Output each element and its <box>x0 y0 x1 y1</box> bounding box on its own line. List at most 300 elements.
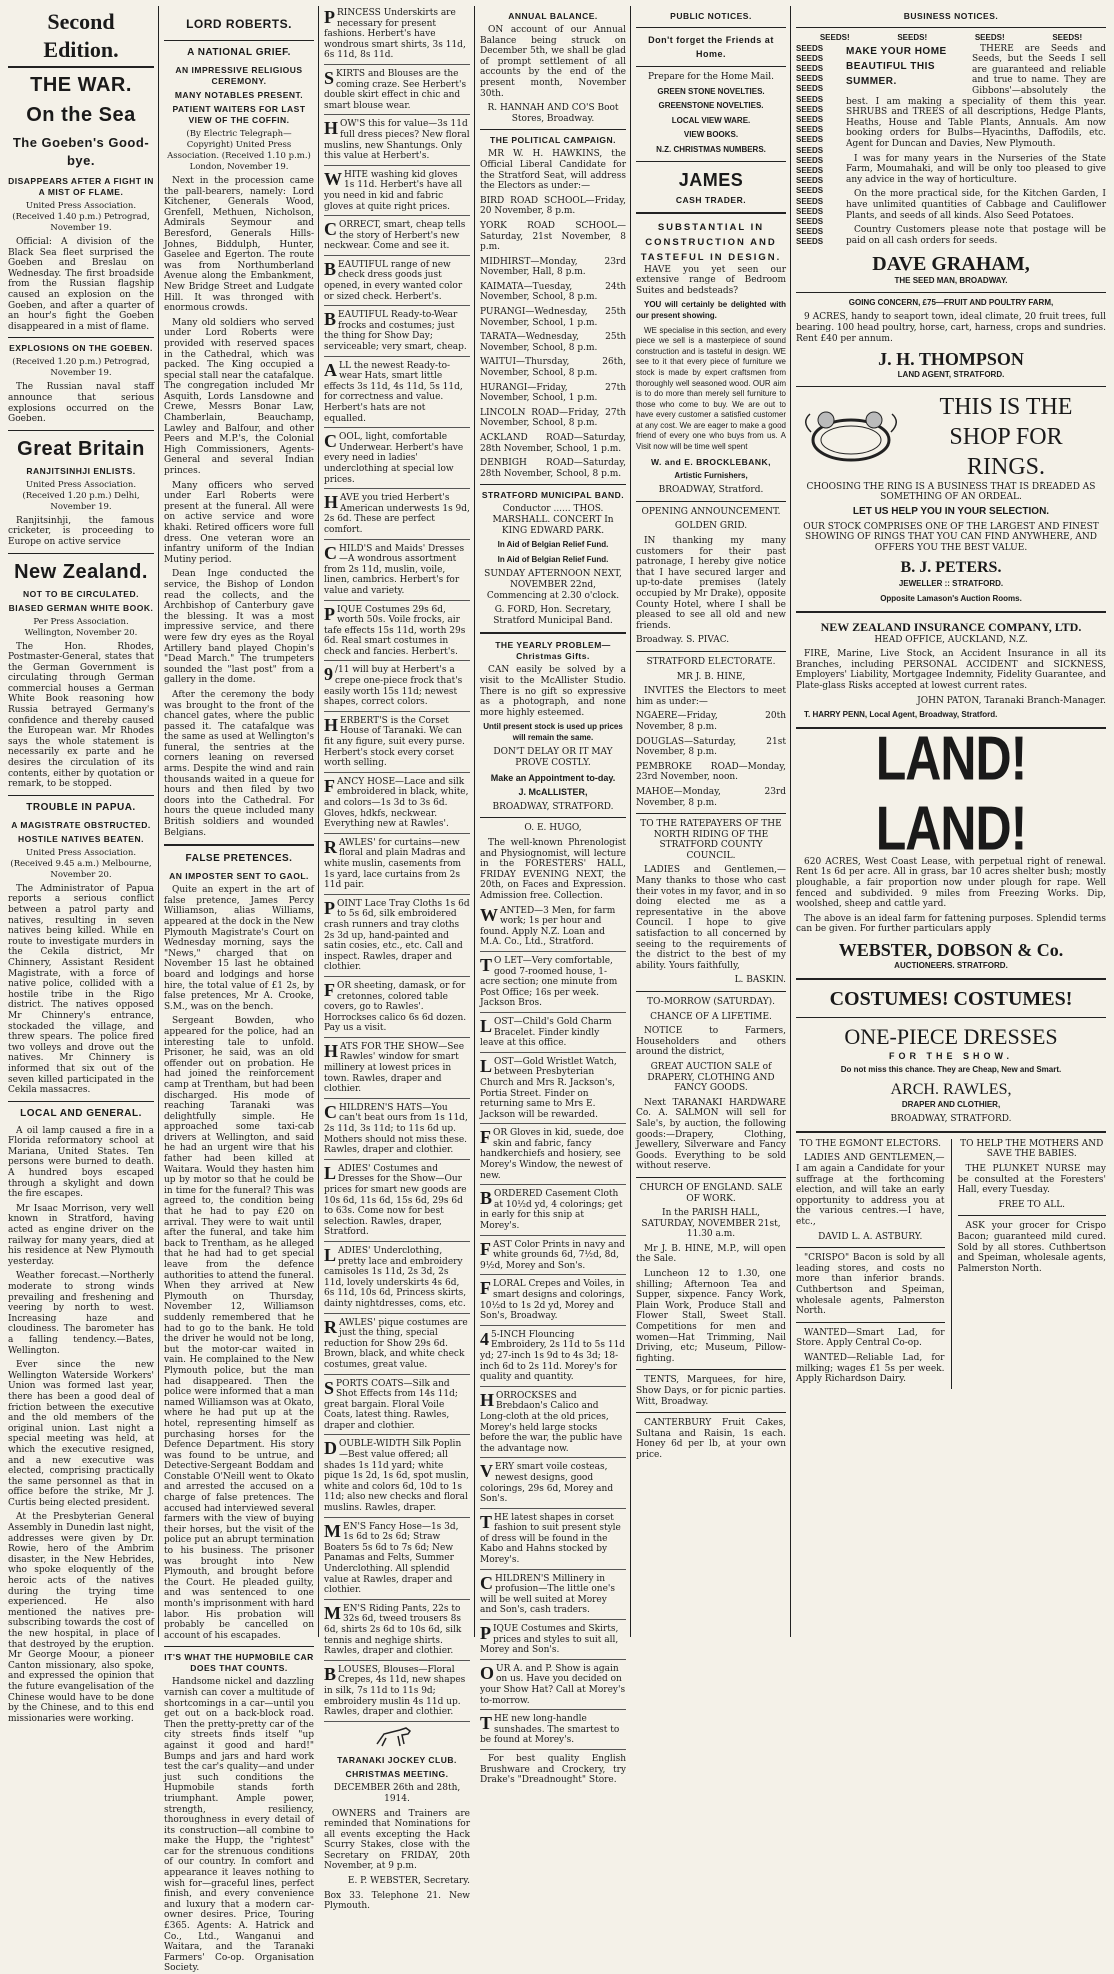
classified-ad <box>324 605 470 662</box>
seeds-word: SEEDS <box>796 217 824 227</box>
drop-cap: O <box>480 1662 495 1683</box>
schedule-item: TARATA—Wednesday, 25th November, School, 8 p.m. <box>480 332 626 353</box>
article-paragraph: Official: A division of the Black Sea fleet surprised the Goeben and Breslau on Wednesday. The first broadside from the Russian flagship caused an explosion on the Goeben, and after a quarter of an hour's fight the Goeben disappeared in a mist of flame. <box>8 237 154 332</box>
seeds-body <box>846 44 1106 251</box>
bottom-right-ads <box>958 1139 1107 1389</box>
seeds-header: SEEDS! <box>974 33 1005 42</box>
wanted-ad: WANTED—Smart Lad, for Store. Apply Central Co-op. <box>796 1327 945 1349</box>
seeds-word: SEEDS <box>796 64 824 73</box>
rings-paragraph: OUR STOCK COMPRISES ONE OF THE LARGEST AND FINEST SHOWING OF RINGS THAT YOU CAN FIND ANYWHERE, AND OFFERS YOU THE BEST VALUE. <box>803 521 1099 553</box>
article-paragraph: A oil lamp caused a fire in a Florida reformatory school at Mariana, United States. Ten persons were burned to death. A hundred boys escaped through a skylight and down the fire escapes. <box>8 1125 154 1200</box>
land-paragraph: The above is an ideal farm for fattening purposes. Splendid terms can be given. For further particulars apply <box>796 913 1106 935</box>
article-paragraph: The Administrator of Papua reports a serious conflict between a patrol party and natives, resulting in seven natives being killed. While en route to investigate murders in the Cekila district, Mr Chinnery, Assistant Resident Magistrate, with a force of native police, collided with a hostile tribe in the Rigo district. The natives opposed Mr Chinnery's entrance, stockaded the village, and threw spears. The police fired two volleys and drove out the natives. Mr Chinnery is informed that six out of the seven killed participated in the Cekila massacres. <box>8 883 154 1096</box>
drake-footer: For best quality English Brushware and Crockery, try Drake's "Dreadnought" Store. <box>480 1753 626 1786</box>
drop-cap: T <box>480 1511 493 1532</box>
ad-text: PORTS COATS—Silk and Shot Effects from 14s 11d; great bargain. Floral Voile Coats, latest thing. Rawles, draper and clothier. <box>324 1378 458 1431</box>
jockey-box: Box 33. Telephone 21. New Plymouth. <box>324 1890 470 1912</box>
schedule-item: HURANGI—Friday, 27th November, School, 1 p.m. <box>480 382 626 404</box>
novelties-list <box>636 87 786 156</box>
classified-ad <box>324 361 470 429</box>
column-rule <box>158 6 159 1637</box>
prepare-line: Prepare for the Home Mail. <box>648 72 774 82</box>
electorate-schedule <box>636 711 786 808</box>
peters-sub: JEWELLER :: STRATFORD. <box>898 579 1004 589</box>
band-title: STRATFORD MUNICIPAL BAND. <box>481 490 625 501</box>
rawles-address: BROADWAY, STRATFORD. <box>890 1114 1012 1125</box>
annual-title: ANNUAL BALANCE. <box>508 11 598 21</box>
seeds-word-column <box>796 44 842 251</box>
schedule-item: WAITUI—Thursday, 26th, November, School, 8 p.m. <box>480 357 626 379</box>
land-paragraph: 620 ACRES, West Coast Lease, with perpetual right of renewal. Rent 1s 6d per acre. All in grass, bar 10 acres shelter bush; mostly ploughable, a fair proportion now under plough for rape. Well fenced and subdivided. 9 miles from Freezing Works. Dip, woolshed, sheep and cattle yard. <box>796 856 1106 910</box>
drop-cap: L <box>324 1244 337 1265</box>
drop-cap: C <box>324 431 337 452</box>
seeds-word: SEEDS <box>796 237 824 247</box>
thompson-sub: LAND AGENT, STRATFORD. <box>897 370 1005 380</box>
webster-sub: AUCTIONEERS. STRATFORD. <box>894 960 1008 970</box>
classified-ad <box>480 1189 626 1235</box>
seeds-paragraph: I was for many years in the Nurseries of the State Farm, Moumahaki, and will be only too pleased to give any advice in the way of horticulture. <box>846 153 1106 185</box>
schedule-item: PURANGI—Wednesday, 25th November, School, 1 p.m. <box>480 307 626 328</box>
ad-text: ADIES' Costumes and Dresses for the Show—Our prices for smart new goods are 10s 6d, 11s 6d, 15s 6d, 29s 6d to 63s. Come now for best selection. Rawles, draper, Stratford. <box>324 1163 467 1238</box>
rings-line: THIS IS THE <box>939 393 1073 420</box>
classified-ad <box>324 1379 470 1436</box>
drop-cap: W <box>324 168 342 189</box>
going-concern-title: GOING CONCERN, £75—FRUIT AND POULTRY FARM, <box>848 297 1054 307</box>
dont-miss-line: Do not miss this chance. They are Cheap, New and Smart. <box>840 1065 1062 1075</box>
seeds-word: SEEDS <box>796 84 824 94</box>
classified-ad <box>324 1522 470 1600</box>
classified-ad <box>324 981 470 1038</box>
article-paragraph: The Hon. Rhodes, Postmaster-General, states that the German Government is circulating through German commercial houses a German White Book reasoning how Russia betrayed Germany's confidence and thereby caused the European war. Mr Rhodes says the whole statement is necessarily ex parte and he desires the circulation of its contents, either by quotation or remark, to be stopped. <box>8 641 154 790</box>
classified-ad <box>324 899 470 977</box>
schedule-item: DOUGLAS—Saturday, 21st November, 8 p.m. <box>636 736 786 758</box>
novelty-item: LOCAL VIEW WARE. <box>671 115 751 125</box>
nz-insurance-head-office: HEAD OFFICE, AUCKLAND, N.Z. <box>874 634 1028 645</box>
schedule-item: MAHOE—Monday, 23rd November, 8 p.m. <box>636 786 786 808</box>
band-aid: In Aid of Belgian Relief Fund. <box>497 540 609 550</box>
gift-address: BROADWAY, STRATFORD. <box>492 801 614 812</box>
false-heading: FALSE PRETENCES. <box>185 853 293 865</box>
nz-heading: New Zealand. <box>14 560 148 583</box>
classified-ad <box>324 716 470 773</box>
schedule-item: KAIMATA—Tuesday, 24th November, School, 8 p.m. <box>480 281 626 303</box>
drop-cap: C <box>324 219 337 240</box>
seeds-header: SEEDS! <box>819 33 850 42</box>
ad-text: ATS FOR THE SHOW—See Rawles' window for smart millinery at lowest prices in town. Rawles, draper and clothier. <box>324 1041 465 1095</box>
ad-text: OR Gloves in kid, suede, doe skin and fabric, fancy handkerchiefs and hosiery, see Morey's Window, the newest of new. <box>480 1128 624 1181</box>
ad-text: 5-INCH Flouncing Embroidery, 2s 11d to 5s 11d yd; 27-inch 1s 9d to 4s 3d; 18-inch 6d to 2s 11d. Morey's for quality and quantity. <box>480 1329 626 1383</box>
seeds-word: SEEDS <box>796 145 824 155</box>
drop-cap: L <box>480 1055 493 1076</box>
drop-cap: W <box>480 904 498 925</box>
seeds-word: SEEDS <box>796 206 824 216</box>
article-paragraph: Quite an expert in the art of false pretence, James Percy Williamson, alias Williams, appeared at the dock in the New Plymouth Magistrate's Court on Wednesday morning, says the "News," charged that on November 15 last he obtained board and lodgings and horse hire, the total value of £1 2s, by false pretences, Mr A. Crooke, S.M., was on the bench. <box>164 885 314 1012</box>
article-paragraph: Ever since the new Wellington Waterside Workers' Union was formed last year, there has been a good deal of friction between the executive and the old members of the original union. Last night a special meeting was held, at which the executive resigned, and a new executive was elected, comprising practically the same personnel as that in office before the strike, Mr J. Curtis being elected president. <box>8 1360 154 1508</box>
ad-text: EN'S Riding Pants, 22s to 32s 6d, tweed trousers 8s 6d, shirts 2s 6d to 10s 6d, silk tennis and neghige shirts. Rawles, draper and clothier. <box>324 1603 462 1657</box>
notcirc-heading: NOT TO BE CIRCULATED. <box>23 588 139 599</box>
drop-cap: F <box>324 979 335 1000</box>
band-paragraph: Conductor ...... THOS. MARSHALL. CONCERT In KING EDWARD PARK. <box>492 504 614 536</box>
disappears-subheading: DISAPPEARS AFTER A FIGHT IN A MIST OF FLAME. <box>8 176 154 197</box>
novelty-item: GREEN STONE NOVELTIES. <box>657 86 765 96</box>
drop-cap: H <box>324 1040 339 1061</box>
classified-ad <box>324 665 470 711</box>
column-business-notices <box>792 8 1110 1637</box>
classified-ad <box>480 1624 626 1660</box>
furniture-paragraph: WE specialise in this section, and every piece we sell is a masterpiece of sound construction and is tasteful in design. WE see to it that every piece of furniture we stock is made by expert craftsmen from thoroughly well seasoned wood. OUR aim is to do more than merely sell furniture to those who come to buy. We are out to have every customer a satisfied customer at any cost. We are eager to make a good friend of every one who buys from us. A Visit now will be time well spent <box>636 325 786 452</box>
classified-ad <box>480 1017 626 1053</box>
imposter-heading: AN IMPOSTER SENT TO GAOL. <box>169 871 309 882</box>
classified-ad <box>480 1330 626 1387</box>
ad-text: ORROCKSES and Brebdaon's Calico and Long-cloth at the old prices, Morey's held large stocks before the war, the public have the advantage now. <box>480 1390 623 1454</box>
rings-heading <box>906 392 1106 482</box>
classified-ad <box>480 1128 626 1185</box>
classified-ad <box>324 170 470 216</box>
ad-text: ERY smart voile costeas, newest designs, good colorings, 29s 6d, Morey and Son's. <box>480 1462 614 1505</box>
draper-ads-list <box>324 8 470 1722</box>
column-war-news <box>4 8 158 1724</box>
column-draper-ads <box>320 7 474 1912</box>
ad-text: EAUTIFUL Ready-to-Wear frocks and costumes; just the thing for Show Day; serviceable; very smart, cheap. <box>324 310 467 353</box>
seeds-word: SEEDS <box>796 135 824 145</box>
drop-cap: S <box>324 1377 335 1398</box>
classified-ad <box>324 1042 470 1099</box>
article-paragraph: Many officers who served under Earl Roberts were present at the funeral. All were on active service and wore khaki. Retired officers wore full dress. One veteran wore an infantry uniform of the Indian Mutiny period. <box>164 480 314 565</box>
land-heading: LAND! LAND! <box>875 722 1027 863</box>
article-paragraph: Sergeant Bowden, who appeared for the police, had an interesting tale to unfold. Prisoner, he said, was an old offender out on probation. He had joined the reinforcement camp at Trentham, but had been discharged. His mode of reaching Taranaki was delightfully simple. He approached some taxi-cab drivers at Wellington, and said he had an urgent wire that his father had been killed at Waitara. Would they hasten him up by motor so that he could be in time for the funeral? This was agreed to, the condition being that he had to pay £20 on arrival. They were to wait until after the funeral, and take him back to Trentham, as he alleged that he had had to get special leave from the defence authorities to attend the funeral. When they arrived at New Plymouth on Thursday, November 12, Williamson suddenly remembered that he had to go to the bank. He told the driver he would not be long, but the motor-car waited in vain. He complained to the New Plymouth police, but the man had disappeared. Then the police were informed that a man named Williamson was at Okato, where he had put up at the hotel, representing himself as purchasing horses for the Defence Department. His story was found to be untrue, and Detective-Sergeant Boddam and Constable O'Neill went to Okato and arrested the accused on a charge of false pretences. The accused had interviewed several farmers with the view of buying their horses, but the visit of the police put an abrupt termination to his business. The prisoner was brought into New Plymouth, and brought before the Court. He pleaded guilty, and was sentenced to one month's imprisonment with hard labor. His probation will probably be cancelled on account of his escapades. <box>164 1016 314 1641</box>
classified-ad <box>324 220 470 256</box>
schedule-item: MIDHIRST—Monday, 23rd November, Hall, 8 p.m. <box>480 256 626 278</box>
column-notices <box>476 8 630 1786</box>
schedule-item: BIRD ROAD SCHOOL—Friday, 20 November, 8 p.m. <box>480 195 626 217</box>
drop-cap: V <box>480 1461 493 1482</box>
ad-text: HILD'S and Maids' Dresses—A wondrous assortment from 2s 11d, muslin, voile, linen, cambrics. Herbert's for value and variety. <box>324 543 465 596</box>
classified-ad <box>324 777 470 834</box>
local-heading: LOCAL AND GENERAL. <box>20 1107 142 1119</box>
ad-text: LOUSES, Blouses—Floral Crepes, 4s 11d, new shapes in silk, 7s 11d to 11s 9d; embroidery muslin 4s 11d up. Rawles, draper and clothier. <box>324 1664 466 1718</box>
roberts-heading: LORD ROBERTS. <box>186 17 292 31</box>
ad-text: O LET—Very comfortable, good 7-roomed house, 1-acre section; one minute from Post Office; 16s per week. Jackson Bros. <box>480 955 618 1009</box>
novelty-item: VIEW BOOKS. <box>683 130 739 140</box>
canterbury-ad: CANTERBURY Fruit Cakes, Sultana and Raisin, 1s each. Honey 6d per lb, at your own price. <box>636 1418 786 1460</box>
rings-help: LET US HELP YOU IN YOUR SELECTION. <box>852 506 1050 518</box>
peters-heading: B. J. PETERS. <box>900 559 1002 577</box>
drop-cap: M <box>324 1602 341 1623</box>
ad-text: IQUE Costumes 29s 6d, worth 50s. Voile frocks, air tafe effects 15s 11d, worth 29s 6d. Real smart costumes in check and fancies. Herbert's. <box>324 604 466 657</box>
gift-title: THE YEARLY PROBLEM— Christmas Gifts. <box>495 640 611 662</box>
article-paragraph: Dean Inge conducted the service, the Bishop of London read the collects, and the Archbishop of Canterbury gave the blessing. It was a most impressive service, and there were few dry eyes as the Royal Artillery band played Chopin's "Dead March." The trumpeters sounded the "last post" from a gallery in the dome. <box>164 569 314 686</box>
classified-ad <box>324 1164 470 1242</box>
cash-trader: CASH TRADER. <box>675 194 747 205</box>
penn-agent: T. HARRY PENN, Local Agent, Broadway, Stratford. <box>804 710 998 720</box>
drop-cap: A <box>324 359 337 380</box>
going-concern-paragraph: 9 ACRES, handy to seaport town, ideal climate, 20 fruit trees, full bearing. 100 head poultry, horse, cart, harness, crops and sundries. Rent £40 per annum. <box>796 312 1106 344</box>
article-paragraph: After the ceremony the body was brought to the front of the chancel gates, where the public passed it. The catafalque was the same as used at Wellington's funeral, the sentries at the corners leaning on reversed arms. Despite the wind and rain thousands waited in a queue for hours and then filed by two doors into the Cathedral. For hours the queue included many British soldiers and wounded Belgians. <box>164 689 314 838</box>
article-paragraph: Ranjitsinhji, the famous cricketer, is proceeding to Europe on active service <box>8 515 154 547</box>
seeds-word: SEEDS <box>796 166 824 176</box>
plunket-paragraph: THE PLUNKET NURSE may be consulted at the Foresters' Hall, every Tuesday. <box>957 1164 1106 1196</box>
seeds-word: SEEDS <box>796 196 824 206</box>
ad-text: OW'S this for value—3s 11d full dress pieces? New floral muslins, new Shantungs. Only this value at Herbert's. <box>324 119 470 162</box>
church-paragraph: Luncheon 12 to 1.30, one shilling; Afternoon Tea and Supper, sixpence. Fancy Work, Plain Work, Produce Stall and Flower Stall, Sweet Stall. Competitions for men and women—Hat Trimming, Nail Driving, etc; Museum, Pillow-fighting. <box>636 1269 786 1364</box>
drop-cap: B <box>480 1188 493 1209</box>
drop-cap: F <box>480 1238 491 1259</box>
seeds-word: SEEDS <box>796 176 824 186</box>
seeds-word: SEEDS <box>796 125 824 135</box>
for-show-line: FOR THE SHOW. <box>889 1050 1013 1061</box>
seeds-word: SEEDS <box>796 74 824 84</box>
seeds-ad <box>796 44 1106 251</box>
column-rule <box>630 6 631 1637</box>
drop-cap: H <box>324 492 339 513</box>
political-title: THE POLITICAL CAMPAIGN. <box>490 135 616 146</box>
furniture-paragraph: YOU will certainly be delighted with our present showing. <box>636 300 786 320</box>
drop-cap: B <box>324 309 337 330</box>
schedule-item: LINCOLN ROAD—Friday, 27th November, School, 8 p.m. <box>480 407 626 429</box>
seeds-paragraph: THERE are Seeds and Seeds, but the Seeds I sell are guaranteed and reliable and true to name. They are Gibbons'—absolutely the best. I am making a speciality of them this year. SHRUBS and TREES of all descriptions, Hedge Plants, Heaths, House and Table Plants, Annuals. Am now booking orders for Bulbs—Hyacinths, Daffodils, etc. Agent for Duncan and Davies, New Plymouth. <box>846 43 1106 149</box>
hugo-paragraph: The well-known Phrenologist and Physiognomist, will lecture in the FORESTERS' HALL, FRIDAY EVENING NEXT, the 20th, on Faces and Expression. Admission free. Collection. <box>480 838 626 901</box>
drop-cap: 9 <box>324 664 333 685</box>
column-lord-roberts <box>160 8 318 1974</box>
annual-signature: R. HANNAH AND CO'S Boot Stores, Broadway. <box>487 103 619 124</box>
classified-ad <box>324 838 470 895</box>
costumes-heading: COSTUMES! COSTUMES! <box>829 987 1073 1010</box>
furniture-paragraph: HAVE you yet seen our extensive range of Bedroom Suites and bedsteads? <box>636 264 786 296</box>
electorate-title: STRATFORD ELECTORATE. <box>646 656 776 667</box>
classified-ad <box>324 493 470 539</box>
rings-paragraph: CHOOSING THE RING IS A BUSINESS THAT IS DREADED AS SOMETHING OF AN ORDEAL. <box>806 481 1096 503</box>
ad-text: /11 will buy at Herbert's a crepe one-piece frock that's easily worth 15s 11d; newest shapes, correct colors. <box>324 665 463 708</box>
drop-cap: C <box>480 1572 493 1593</box>
ad-text: HITE washing kid gloves 1s 11d. Herbert's have all you need in kid and fabric gloves at quite right prices. <box>324 169 463 212</box>
gift-appointment: Make an Appointment to-day. <box>490 772 616 783</box>
column-rule <box>318 6 319 1637</box>
tomorrow-line: TO-MORROW (SATURDAY). <box>646 997 776 1007</box>
hostile-heading: HOSTILE NATIVES BEATEN. <box>18 833 144 844</box>
patient-heading: PATIENT WAITERS FOR LAST VIEW OF THE COFFIN. <box>172 104 306 125</box>
classified-ad <box>480 1574 626 1620</box>
jockey-subtitle: CHRISTMAS MEETING. <box>345 1769 449 1780</box>
gift-signature: J. McALLISTER, <box>518 787 588 798</box>
ad-text: HILDREN'S HATS—You can't beat ours from 1s 11d, 2s 11d, 3s 11d; to 11s 6d up. Mothers should not miss these. Rawles, draper and clothier. <box>324 1102 468 1156</box>
drop-cap: 4 <box>480 1328 489 1349</box>
article-paragraph: Handsome nickel and dazzling varnish can cover a multitude of shortcomings in a car—until you get out on a back-block road. Then the pretty-pretty car of the city streets finds itself "up against it good and hard!" Bumps and jars and hard work test the car's quality—and under just such conditions the Hupmobile stands forth triumphant. Ample power, strength, resiliency, thoroughness in every detail of its construction—all combine to make the Hupp, the "rightest" car for the strenuous conditions of our country. In comfort and appearance it leaves nothing to wish for—graceful lines, perfect finish, and every convenience and luxury that a modern car-owner desires. Price, Touring £365. Agents: A. Hatrick and Co., Ltd., Wanganui and Waitara, and the Taranaki Farmers' Co-op. Organisation Society. <box>164 1677 314 1974</box>
annual-paragraph: ON account of our Annual Balance being struck on December 5th, we shall be glad of prompt settlement of all accounts by the end of the present month, November 30th. <box>480 25 626 99</box>
source-line: Per Press Association. Wellington, November 20. <box>24 616 138 638</box>
ad-text: ANTED—3 Men, for farm work; 1s per hour and found. Apply N.Z. Loan and M.A. Co., Ltd., Stratford. <box>480 905 616 948</box>
crispo-ad: "CRISPO" Bacon is sold by all leading stores, and costs no more than inferior brands. Cuthbertson and Speiman, wholesale agents, Palmerston North. <box>796 1253 945 1317</box>
classified-ad <box>324 69 470 115</box>
gift-paragraph: CAN easily be solved by a visit to the McAllister Studio. There is no gift so expressive as a photograph, and none more highly esteemed. <box>480 665 626 718</box>
cherub-ring-icon <box>796 402 906 472</box>
drop-cap: F <box>480 1127 491 1148</box>
ratepayers-paragraph: LADIES and Gentlemen,—Many thanks to those who cast their votes in my favor, and in so doing elected me as a representative in the above Council. I hope to give satisfaction to all concerned by seeing to the requirements of the district to the best of my ability. Yours faithfully, <box>636 865 786 971</box>
mothers-title: TO HELP THE MOTHERS AND SAVE THE BABIES. <box>960 1138 1104 1160</box>
auction-title: GREAT AUCTION SALE of DRAPERY, CLOTHING AND FANCY GOODS. <box>647 1061 775 1094</box>
golden-signature: Broadway. S. PIVAC. <box>636 635 730 646</box>
band-signature: G. FORD, Hon. Secretary, Stratford Municipal Band. <box>493 605 613 626</box>
jockey-paragraph: OWNERS and Trainers are reminded that Nominations for all events excepting the Hack Scurry Stakes, close with the Secretary on FRIDAY, 20th November, at 9 p.m. <box>324 1808 470 1872</box>
drop-cap: P <box>480 1623 491 1644</box>
classified-ad <box>324 544 470 601</box>
drop-cap: P <box>324 603 335 624</box>
classified-ad <box>324 1665 470 1722</box>
political-schedule <box>480 196 626 480</box>
ad-text: EN'S Fancy Hose—1s 3d, 1s 6d to 2s 6d; Straw Boaters 5s 6d to 7s 6d; New Panamas and Felts, Summer Underclothing. All splendid value at Rawles, draper and clothier. <box>324 1521 459 1596</box>
classified-ad <box>480 1057 626 1125</box>
drop-cap: L <box>480 1015 493 1036</box>
classified-ad <box>480 906 626 952</box>
ratepayers-signature: L. BASKIN. <box>734 975 786 986</box>
nz-insurance-heading: NEW ZEALAND INSURANCE COMPANY, LTD. <box>820 619 1082 634</box>
nz-insurance-signature: JOHN PATON, Taranaki Branch-Manager. <box>917 695 1106 706</box>
ad-text: OOL, light, comfortable Underwear. Herbert's have every need in ladies' underclothing at special low prices. <box>324 432 464 485</box>
drop-cap: C <box>324 1101 337 1122</box>
auction-paragraph: Next TARANAKI HARDWARE Co. A. SALMON will sell for Sale's, by auction, the following goods:—Drapery, Clothing, Jewellery, Silverware and Fancy Goods. Everything to be sold without reserve. <box>636 1097 786 1172</box>
seeds-header: SEEDS! <box>897 33 928 42</box>
rings-line: RINGS. <box>966 453 1045 480</box>
egmont-title: TO THE EGMONT ELECTORS. <box>799 1138 941 1149</box>
classified-ad <box>480 956 626 1013</box>
ad-text: ORRECT, smart, cheap tells the story of Herbert's new neckwear. Come and see it. <box>324 220 466 252</box>
seeds-word: SEEDS <box>796 94 824 104</box>
ad-text: ANCY HOSE—Lace and silk embroidered in black, white, and colors—1s 3d to 3s 6d. Gloves, hdkfs, neckwear. Everything new at Rawles'. <box>324 776 469 830</box>
ad-text: AVE you tried Herbert's American underwests 1s 9d, 2s 6d. These are perfect comfort. <box>324 493 470 535</box>
ad-text: EAUTIFUL range of new check dress goods just opened, in every wanted color or sized check. Herbert's. <box>324 259 463 302</box>
papua-heading: TROUBLE IN PAPUA. <box>26 801 136 813</box>
ad-text: LL the newest Ready-to-wear Hats, smart little effects 3s 11d, 4s 11d, 5s 11d, for correctness and value. Herbert's hats are not equalled. <box>324 360 463 424</box>
drop-cap: B <box>324 258 337 279</box>
drop-cap: F <box>324 775 335 796</box>
article-paragraph: Mr Isaac Morrison, very well known in Stratford, having acted as engine driver on the railway for many years, died at his residence at New Plymouth yesterday. <box>8 1203 154 1267</box>
schedule-item: ACKLAND ROAD—Saturday, 28th November, School, 1 p.m. <box>480 433 626 454</box>
classified-ad <box>480 1391 626 1459</box>
rawles-heading: ARCH. RAWLES, <box>890 1080 1012 1098</box>
schedule-item: YORK ROAD SCHOOL—Saturday, 21st November, 8 p.m. <box>480 220 626 253</box>
nz-insurance-paragraph: FIRE, Marine, Live Stock, an Accident Insurance in all its Branches, including PERSONAL ACCIDENT and SICKNESS, Employers' Liability, Mortgagee Indemnity, Fidelity Guarantee, and Plate-glass Risks accepted at lowest current rates. <box>796 649 1106 691</box>
drop-cap: P <box>324 897 335 918</box>
drop-cap: D <box>324 1438 337 1459</box>
jockey-signature: E. P. WEBSTER, Secretary. <box>347 1876 470 1887</box>
ad-text: AWLES' for curtains—new floral and plain Madras and white muslin, casements from 1s yard, lace curtains from 2s 11d pair. <box>324 837 466 891</box>
hugo-name: O. E. HUGO, <box>524 823 582 834</box>
thompson-heading: J. H. THOMPSON <box>878 349 1024 370</box>
seeds-paragraph: Country Customers please note that postage will be paid on all cash orders for seeds. <box>846 225 1106 246</box>
drop-cap: H <box>324 714 339 735</box>
band-time: SUNDAY AFTERNOON NEXT, NOVEMBER 22nd, Commencing at 2.30 o'clock. <box>484 569 622 601</box>
classified-ad <box>480 1513 626 1570</box>
horse-icon <box>372 1726 422 1748</box>
source-line: (By Electric Telegraph—Copyright) United Press Association. (Received 1.10 p.m.) London, November 19. <box>167 129 311 172</box>
one-piece-heading: ONE-PIECE DRESSES <box>844 1023 1058 1049</box>
source-line: United Press Association. (Received 1.20 p.m.) Delhi, November 19. <box>22 479 140 512</box>
seeds-word: SEEDS <box>796 104 824 114</box>
classified-ad <box>324 260 470 306</box>
seeds-paragraph: On the more practical side, for the Kitchen Garden, I have unlimited quantities of Cabbage and Cauliflower Plants, and seeds of all kinds. Also Seed Potatoes. <box>846 189 1106 221</box>
drop-cap: H <box>480 1389 495 1410</box>
political-paragraph: MR W. H. HAWKINS, the Official Liberal Candidate for the Stratford Seat, will address the Electors as under:— <box>480 149 626 192</box>
drop-cap: S <box>324 67 335 88</box>
jockey-title: TARANAKI JOCKEY CLUB. <box>337 1755 457 1766</box>
golden-paragraph: IN thanking my many customers for their past patronage, I hereby give notice that I have secured larger and up-to-date premises (lately occupied by Mr Drake), opposite County Hotel, where I shall be pleased to see all old and new friends. <box>636 536 786 631</box>
novelty-item: N.Z. CHRISTMAS NUMBERS. <box>656 144 766 154</box>
church-paragraph: Mr J. B. HINE, M.P., will open the Sale. <box>636 1243 786 1265</box>
article-paragraph: At the Presbyterian General Assembly in Dunedin last night, addresses were given by Dr. Rowie, hero of the Ambrim disaster, in the New Hebrides, who spoke eloquently of the heroic acts of the natives during the trying time experienced. He also mentioned the natives pre-subscribing towards the cost of the new hospital, in place of that destroyed by the eruption. Mr George Moour, a pioneer Canton missionary, also spoke, and expressed the opinion that the future evangelisation of the Chinese would have to be done by the Chinese, and to this end missionaries were working. <box>8 1512 154 1724</box>
ad-text: HE new long-handle sunshades. The smartest to be found at Morey's. <box>480 1714 620 1746</box>
seeds-word: SEEDS <box>796 53 824 63</box>
ad-text: OUBLE-WIDTH Silk Poplin—Best value offered; all shades 1s 11d yard; white pique 1s 2d, 1s 6d, spot muslin, white and colors 6d, 10d to 1s 11d; also new checks and floral muslins. Rawles, draper. <box>324 1439 469 1514</box>
classified-ad <box>324 1439 470 1517</box>
brocklebank-name: W. and E. BROCKLEBANK, <box>650 456 772 467</box>
britain-heading: Great Britain <box>17 437 145 460</box>
brocklebank-address: BROADWAY, Stratford. <box>658 485 764 496</box>
ad-text: ADIES' Underclothing, pretty lace and embroidery camisoles 1s 11d, 2s 3d, 2s 11d, lovely underskirts 4s 6d, 6s 11d, 10s 6d, Princess skirts, dainty nightdresses, coms, etc. <box>324 1245 467 1309</box>
seeds-header-row <box>796 33 1106 44</box>
bottom-ads <box>796 1139 1106 1389</box>
webster-heading: WEBSTER, DOBSON & Co. <box>838 939 1064 960</box>
seeds-header: SEEDS! <box>1052 33 1083 42</box>
gift-delay: DON'T DELAY OR IT MAY PROVE COSTLY. <box>493 747 613 769</box>
source-line: (Received 1.20 p.m.) Petrograd, November 19. <box>12 357 150 379</box>
war-heading: THE WAR. <box>30 74 132 96</box>
ad-text: UR A. and P. Show is again on us. Have you decided on your Show Hat? Call at Morey's to-morrow. <box>480 1663 626 1706</box>
goeben-heading: The Goeben's Good-bye. <box>12 135 150 168</box>
church-title: CHURCH OF ENGLAND. SALE OF WORK. <box>639 1182 783 1204</box>
drop-cap: F <box>480 1278 491 1299</box>
source-line: United Press Association. (Received 9.45 a.m.) Melbourne, November 20. <box>10 847 152 880</box>
bottom-left-ads <box>796 1139 945 1389</box>
crispo-ad: ASK your grocer for Crispo Bacon; guaranteed mild cured. Sold by all stores. Cuthbertson and Speiman, wholesale agents, Palmerston North. <box>957 1221 1106 1274</box>
ad-text: LORAL Crepes and Voiles, in smart designs and colorings, 10½d to 1s 2d yd, Morey and Son's, Broadway. <box>480 1279 625 1322</box>
article-paragraph: Next in the procession came the pall-bearers, namely: Lord Kitchener, Generals Wood, Grenfell, Methuen, Nicholson, Admirals Seymour and Beresford, Generals Hills-Johnes, Biddulph, Hunter, Gaselee and Egerton. The route was from Northumberland Avenue along the Embankment, New Bridge Street and Ludgate Hill. It was thronged with enormous crowds. <box>164 176 314 314</box>
ad-text: AWLES' pique costumes are just the thing, special reduction for Show 29s 6d. Brown, black, and white check costumes, great value. <box>324 1317 468 1370</box>
explosions-heading: EXPLOSIONS ON THE GOEBEN. <box>9 343 153 354</box>
classified-ad <box>480 1714 626 1750</box>
drop-cap: M <box>324 1520 341 1541</box>
substantial-heading: SUBSTANTIAL IN CONSTRUCTION AND TASTEFUL IN DESIGN. <box>640 221 782 263</box>
magistrate-heading: A MAGISTRATE OBSTRUCTED. <box>11 819 151 830</box>
jockey-dates: DECEMBER 26th and 28th, 1914. <box>333 1783 461 1804</box>
friends-line: Don't forget the Friends at Home. <box>648 35 774 59</box>
rings-ad <box>796 392 1106 482</box>
seeds-word: SEEDS <box>796 227 824 237</box>
drop-cap: H <box>324 118 339 139</box>
drop-cap: R <box>324 1316 337 1337</box>
ad-text: IQUE Costumes and Skirts, prices and styles to suit all, Morey and Son's. <box>480 1624 619 1656</box>
classified-ad <box>480 1279 626 1325</box>
peters-address: Opposite Lamason's Auction Rooms. <box>880 594 1022 603</box>
article-paragraph: Weather forecast.—Northerly moderate to strong winds prevailing and freshening and veering by north to west. Increasing haze and cloudiness. The barometer has a falling tendency.—Bates, Wellington. <box>8 1271 154 1356</box>
schedule-item: DENBIGH ROAD—Saturday, 28th November, School, 8 p.m. <box>480 458 626 479</box>
dave-graham-heading: DAVE GRAHAM, <box>872 253 1030 276</box>
rings-line: SHOP FOR <box>949 423 1063 450</box>
classified-ad <box>324 1318 470 1375</box>
column-rule <box>474 6 475 1637</box>
edition-heading: Second Edition. <box>8 8 154 68</box>
ad-text: OST—Gold Wristlet Watch, between Presbyterian Church and Mrs R. Jackson's, Portia Street. Finder on returning same to Mrs E. Jackson will be rewarded. <box>480 1056 617 1120</box>
rawles-sub: DRAPER AND CLOTHIER, <box>901 1099 1001 1109</box>
classified-ad <box>324 8 470 65</box>
seeds-word: SEEDS <box>796 43 824 53</box>
hupmobile-heading: IT'S WHAT THE HUPMOBILE CAR DOES THAT COUNTS. <box>164 1652 314 1674</box>
ad-text: KIRTS and Blouses are the coming craze. See Herbert's double skirt effect in chic and smart blouse wear. <box>324 68 467 111</box>
drop-cap: C <box>324 542 337 563</box>
classified-ad <box>324 1604 470 1661</box>
drop-cap: P <box>324 7 335 27</box>
schedule-item: PEMBROKE ROAD—Monday, 23rd November, noon. <box>636 761 786 783</box>
drop-cap: T <box>480 1713 493 1734</box>
ad-text: OINT Lace Tray Cloths 1s 6d to 5s 6d, silk embroidered crash runners and tray cloths 2s 3d up, hand-painted and satin cosies, etc., etc. Call and inspect. Rawles, draper and clothier. <box>324 898 470 973</box>
